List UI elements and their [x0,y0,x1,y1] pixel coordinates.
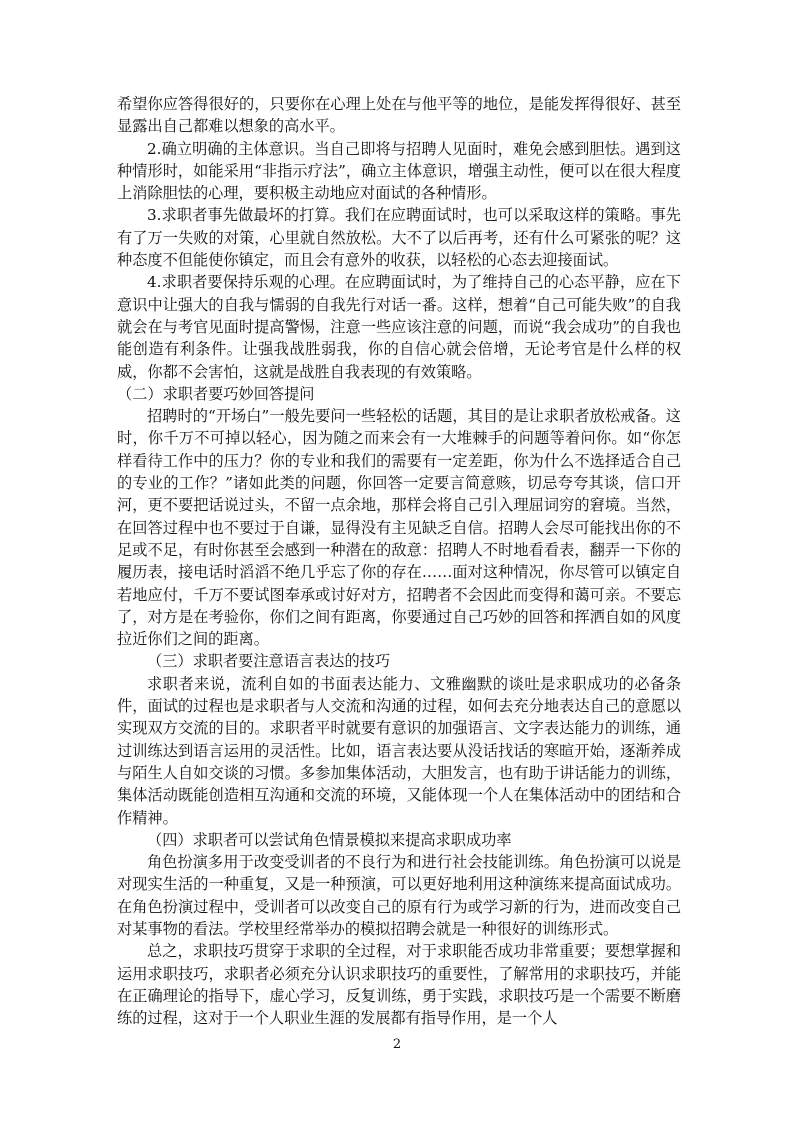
section-heading-4: （四）求职者可以尝试角色情景模拟来提高求职成功率 [147,830,512,849]
page-number: 2 [392,1037,402,1052]
paragraph-language-skills: 求职者来说，流利自如的书面表达能力、文雅幽默的谈吐是求职成功的必备条件，面试的过程也是求职者与人交流和沟通的过程，如何去充分地表达自己的意愿以实现双方交流的目的。求职者平时就要有意识的加强语言、文字表达能力的训练，通过训练达到语言运用的灵活性。比如，语言表达要从没话找话的寒暄开始，逐渐养成与陌生人自如交谈的习惯。多参加集体活动，大胆发言，也有助于讲话能力的训练，集体活动既能创造相互沟通和交流的环境，又能体现一个人在集体活动中的团结和合作精神。 [117,674,681,827]
paragraph-point-2: 2.确立明确的主体意识。当自己即将与招聘人见面时，难免会感到胆怯。遇到这种情形时，如能采用“非指示疗法”，确立主体意识，增强主动性，便可以在很大程度上消除胆怯的心理，要积极主动地应对面试的各种情形。 [117,139,681,203]
paragraph-role-play: 角色扮演多用于改变受训者的不良行为和进行社会技能训练。角色扮演可以说是对现实生活的一种重复，又是一种预演，可以更好地利用这种演练来提高面试成功。在角色扮演过程中，受训者可以改变自己的原有行为或学习新的行为，进而改变自己对某事物的看法。学校里经常举办的模拟招聘会就是一种很好的训练形式。 [117,853,681,938]
paragraph-point-4: 4.求职者要保持乐观的心理。在应聘面试时，为了维持自己的心态平静，应在下意识中让强大的自我与懦弱的自我先行对话一番。这样，想着“自己可能失败”的自我就会在与考官见面时提高警惕，注意一些应该注意的问题，而说“我会成功”的自我也能创造有利条件。让强我战胜弱我，你的自信心就会倍增，无论考官是什么样的权威，你都不会害怕，这就是战胜自我表现的有效策略。 [117,273,681,381]
paragraph-continuation: 希望你应答得很好的，只要你在心理上处在与他平等的地位，是能发挥得很好、甚至显露出自己都难以想象的高水平。 [117,95,681,136]
paragraph-answer-questions: 招聘时的“开场白”一般先要问一些轻松的话题，其目的是让求职者放松戒备。这时，你千万不可掉以轻心，因为随之而来会有一大堆棘手的问题等着问你。如“你怎样看待工作中的压力？你的专业和我们的需要有一定差距，你为什么不选择适合自己的专业的工作？”诸如此类的问题，你回答一定要言简意赅，切忌夸夸其谈，信口开河，更不要把话说过头，不留一点余地，那样会将自己引入理屈词穷的窘境。当然，在回答过程中也不要过于自谦，显得没有主见缺乏自信。招聘人会尽可能找出你的不足或不足，有时你甚至会感到一种潜在的敌意：招聘人不时地看看表，翻弄一下你的履历表，接电话时滔滔不绝几乎忘了你的存在……面对这种情况，你尽管可以镇定自若地应付，千万不要试图奉承或讨好对方，招聘者不会因此而变得和蔼可亲。不要忘了，对方是在考验你，你们之间有距离，你要通过自己巧妙的回答和挥洒自如的风度拉近你们之间的距离。 [117,407,681,649]
section-heading-3: （三）求职者要注意语言表达的技巧 [147,652,390,671]
paragraph-point-3: 3.求职者事先做最坏的打算。我们在应聘面试时，也可以采取这样的策略。事先有了万一失败的对策，心里就自然放松。大不了以后再考，还有什么可紧张的呢？这种态度不但能使你镇定，而且会有意外的收获，以轻松的心态去迎接面试。 [117,206,681,270]
document-body [117,93,681,1029]
section-heading-2: （二）求职者要巧妙回答提问 [117,384,315,403]
paragraph-summary: 总之，求职技巧贯穿于求职的全过程，对于求职能否成功非常重要；要想掌握和运用求职技巧，求职者必须充分认识求职技巧的重要性，了解常用的求职技巧，并能在正确理论的指导下，虚心学习，反复训练，勇于实践，求职技巧是一个需要不断磨练的过程，这对于一个人职业生涯的发展都有指导作用，是一个人 [117,942,681,1028]
